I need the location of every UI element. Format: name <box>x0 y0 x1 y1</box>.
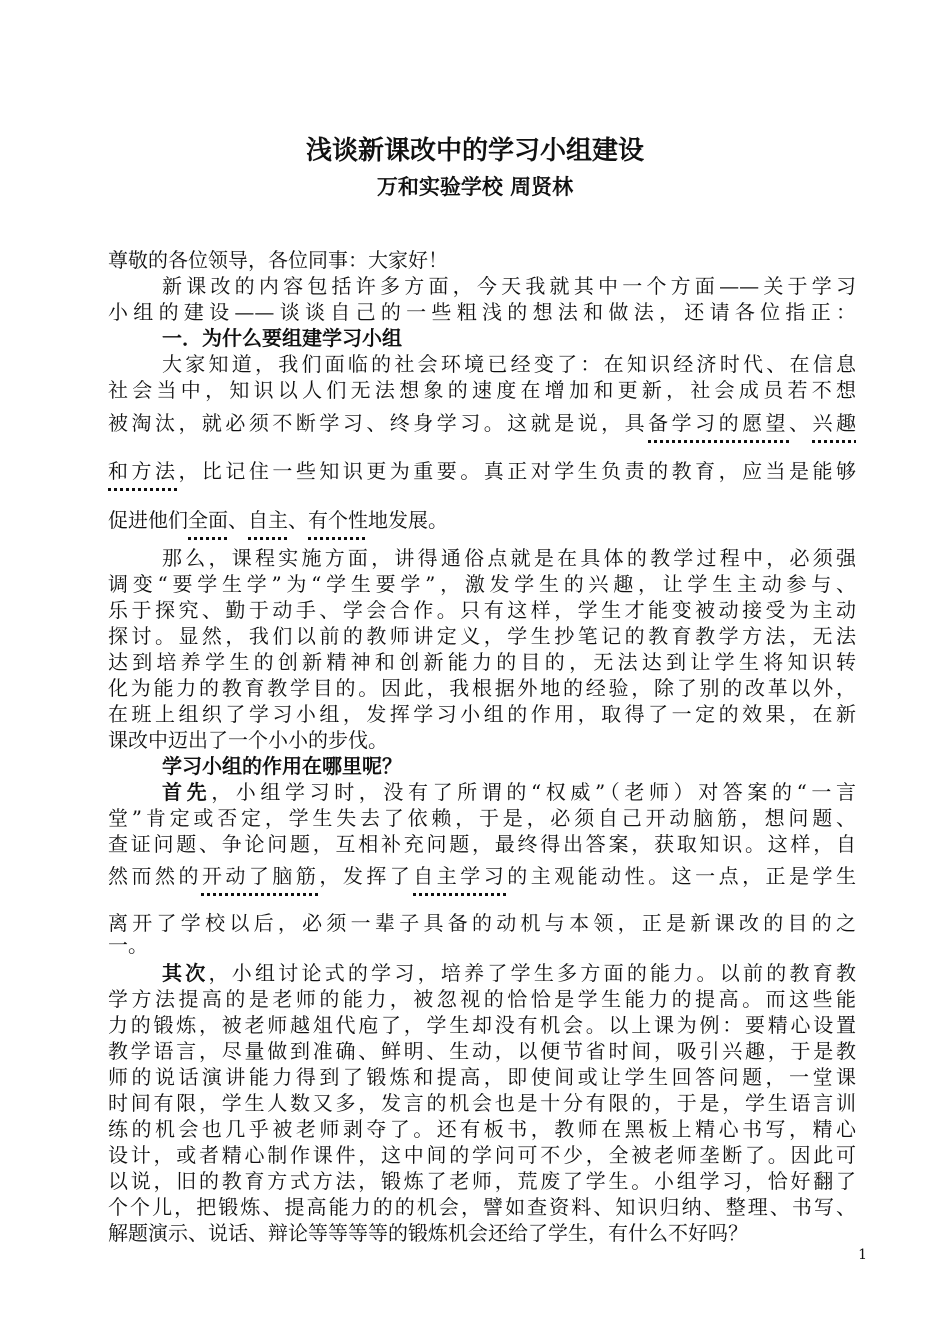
paragraph-line: 查证问题、争论问题，互相补充问题，最终得出答案，获取知识。这样，自 <box>108 832 856 856</box>
paragraph-line: 时间有限，学生人数又多，发言的机会也是十分有限的，于是，学生语言训 <box>108 1091 856 1115</box>
text-run: ，小组学习时，没有了所谓的“权威”（老师）对答案的“一言 <box>211 780 856 804</box>
emphasis-text: 自主 <box>248 508 288 532</box>
paragraph-line: 师的说话演讲能力得到了锻炼和提高，即使间或让学生回答问题，一堂课 <box>108 1065 856 1089</box>
paragraph-line: 调变“要学生学”为“学生要学”，激发学生的兴趣，让学生主动参与、 <box>108 572 856 596</box>
paragraph-line: 新课改的内容包括许多方面，今天我就其中一个方面——关于学习 <box>162 274 856 298</box>
paragraph-line: 化为能力的教育教学目的。因此，我根据外地的经验，除了别的改革以外， <box>108 676 856 700</box>
paragraph-line: 以说，旧的教育方式方法，锻炼了老师，荒废了学生。小组学习，恰好翻了 <box>108 1169 856 1193</box>
lead-word: 首先 <box>162 780 212 804</box>
text-run: ，小组讨论式的学习，培养了学生多方面的能力。以前的教育教 <box>208 961 857 985</box>
emphasis-text: 和方法 <box>108 459 179 483</box>
text-run: 被淘汰，就必须不断学习、终身学习。这就是说，具 <box>108 411 649 435</box>
text-run: 促进他们 <box>108 508 188 532</box>
text-run: 、 <box>228 508 248 532</box>
emphasis-text: 备学习的愿望 <box>648 411 790 435</box>
text-run: 、 <box>789 411 813 435</box>
paragraph-line: 离开了学校以后，必须一辈子具备的动机与本领，正是新课改的目的之 <box>108 911 856 935</box>
paragraph-line: 社会当中，知识以人们无法想象的速度在增加和更新，社会成员若不想 <box>108 378 856 402</box>
author-line: 万和实验学校 周贤林 <box>376 174 574 199</box>
paragraph-line: 解题演示、说话、辩论等等等等的锻炼机会还给了学生，有什么不好吗？ <box>108 1221 748 1245</box>
paragraph-line: 大家知道，我们面临的社会环境已经变了：在知识经济时代、在信息 <box>162 352 856 376</box>
emphasis-text: 自主学习 <box>413 864 508 888</box>
paragraph-line: 小组的建设——谈谈自己的一些粗浅的想法和做法，还请各位指正： <box>108 300 856 324</box>
paragraph-line: 在班上组织了学习小组，发挥学习小组的作用，取得了一定的效果，在新 <box>108 702 856 726</box>
section-heading <box>162 753 856 779</box>
paragraph-line: 堂”肯定或否定，学生失去了依赖，于是，必须自己开动脑筋，想问题、 <box>108 806 856 830</box>
text-run: ，比记住一些知识更为重要。真正对学生负责的教育，应当是能够 <box>178 459 857 483</box>
paragraph-line: 那么，课程实施方面，讲得通俗点就是在具体的教学过程中，必须强 <box>162 546 856 570</box>
section-heading <box>162 325 856 351</box>
page-number: 1 <box>858 1247 867 1263</box>
heading-text: 学习小组的作用在哪里呢？ <box>162 754 402 778</box>
paragraph-line: 探讨。显然，我们以前的教师讲定义，学生抄笔记的教育教学方法，无法 <box>108 624 856 648</box>
paragraph-line <box>108 458 856 484</box>
paragraph-line: 乐于探究、勤于动手、学会合作。只有这样，学生才能变被动接受为主动 <box>108 598 856 622</box>
lead-word: 其次 <box>162 961 209 985</box>
text-run: 地发展。 <box>368 508 448 532</box>
greeting: 尊敬的各位领导，各位同事：大家好！ <box>108 248 448 272</box>
text-run: 的主观能动性。这一点，正是学生 <box>507 864 857 888</box>
text-run: 然而然的 <box>108 864 202 888</box>
document-title: 浅谈新课改中的学习小组建设 <box>305 136 644 166</box>
emphasis-text: 有个性 <box>308 508 368 532</box>
paragraph-line <box>108 410 856 436</box>
paragraph-line: 设计，或者精心制作课件，这中间的学问可不少，全被老师垄断了。因此可 <box>108 1143 856 1167</box>
paragraph-line: 个个儿，把锻炼、提高能力的的机会，譬如查资料、知识归纳、整理、书写、 <box>108 1195 856 1219</box>
paragraph-line: 课改中迈出了一个小小的步伐。 <box>108 728 388 752</box>
heading-text: 一．为什么要组建学习小组 <box>162 326 402 350</box>
paragraph-line <box>162 960 856 986</box>
paragraph-line: 力的锻炼，被老师越俎代庖了，学生却没有机会。以上课为例：要精心设置 <box>108 1013 856 1037</box>
paragraph-line <box>108 863 856 889</box>
emphasis-text: 兴趣 <box>812 411 857 435</box>
paragraph-line <box>162 779 856 805</box>
paragraph-line <box>108 507 856 533</box>
paragraph-line: 教学语言，尽量做到准确、鲜明、生动，以便节省时间，吸引兴趣，于是教 <box>108 1039 856 1063</box>
emphasis-text: 全面 <box>188 508 228 532</box>
paragraph-line: 达到培养学生的创新精神和创新能力的目的，无法达到让学生将知识转 <box>108 650 856 674</box>
text-run: ，发挥了 <box>319 864 414 888</box>
paragraph-line: 学方法提高的是老师的能力，被忽视的恰恰是学生能力的提高。而这些能 <box>108 987 856 1011</box>
emphasis-text: 开动了脑筋 <box>201 864 320 888</box>
paragraph-line: 练的机会也几乎被老师剥夺了。还有板书，教师在黑板上精心书写，精心 <box>108 1117 856 1141</box>
text-run: 、 <box>288 508 308 532</box>
paragraph-line: 一。 <box>108 933 148 957</box>
